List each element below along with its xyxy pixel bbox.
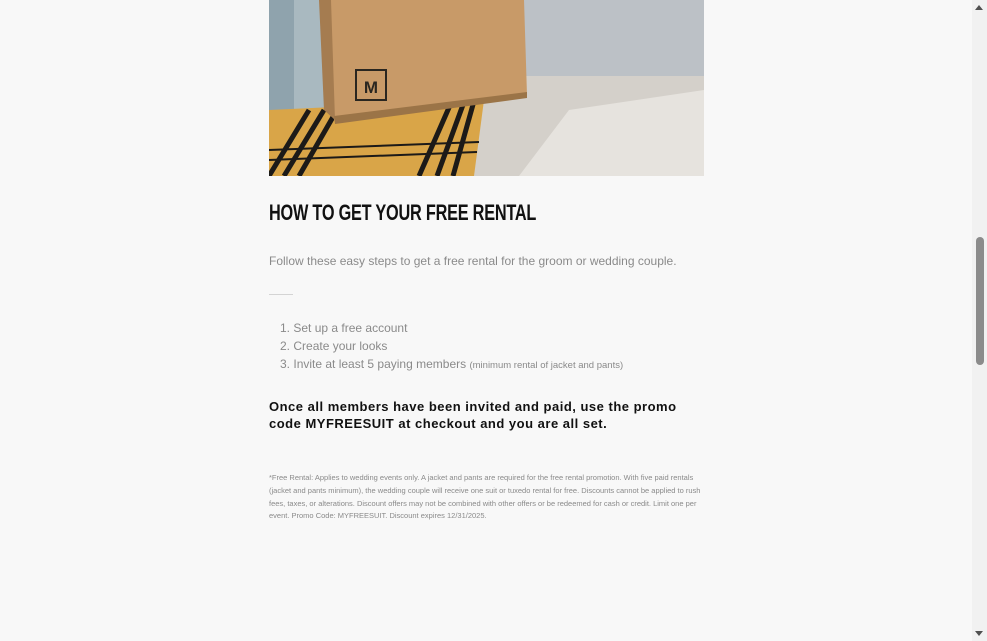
step-note: (minimum rental of jacket and pants) xyxy=(469,360,624,371)
step-text: Create your looks xyxy=(293,339,388,353)
scroll-thumb[interactable] xyxy=(976,237,984,365)
step-text: Set up a free account xyxy=(293,321,408,335)
hero-image xyxy=(269,0,704,176)
section-heading: HOW TO GET YOUR FREE RENTAL xyxy=(269,200,537,225)
step-number: 2. xyxy=(280,339,291,353)
step-text: Invite at least 5 paying members xyxy=(293,357,467,371)
step-number: 3. xyxy=(280,357,291,371)
list-item xyxy=(280,356,623,374)
intro-text: Follow these easy steps to get a free rental for the groom or wedding couple. xyxy=(269,254,677,268)
fine-print: *Free Rental: Applies to wedding events only. A jacket and pants are required for the free rental promotion. With five paid rentals (jacket and pants minimum), the wedding couple will receive one suit or tuxedo rental for free. Discounts cannot be applied to rush fees, taxes, or alterations. Discount offers may not be combined with other offers or be redeemed for cash or credit. Limit one per event. Promo Code: MYFREESUIT. Discount expires 12/31/2025. xyxy=(269,473,701,521)
delivery-box-photo xyxy=(269,0,704,176)
divider xyxy=(269,294,293,295)
vertical-scrollbar[interactable] xyxy=(972,0,987,641)
steps-list xyxy=(280,320,623,374)
chevron-down-icon[interactable] xyxy=(975,631,983,636)
list-item xyxy=(280,338,623,356)
chevron-up-icon[interactable] xyxy=(975,5,983,10)
box-logo: M xyxy=(363,78,379,97)
promo-callout: Once all members have been invited and paid, use the promo code MYFREESUIT at checkout and you are all set. xyxy=(269,399,677,431)
list-item xyxy=(280,320,623,338)
step-number: 1. xyxy=(280,321,291,335)
